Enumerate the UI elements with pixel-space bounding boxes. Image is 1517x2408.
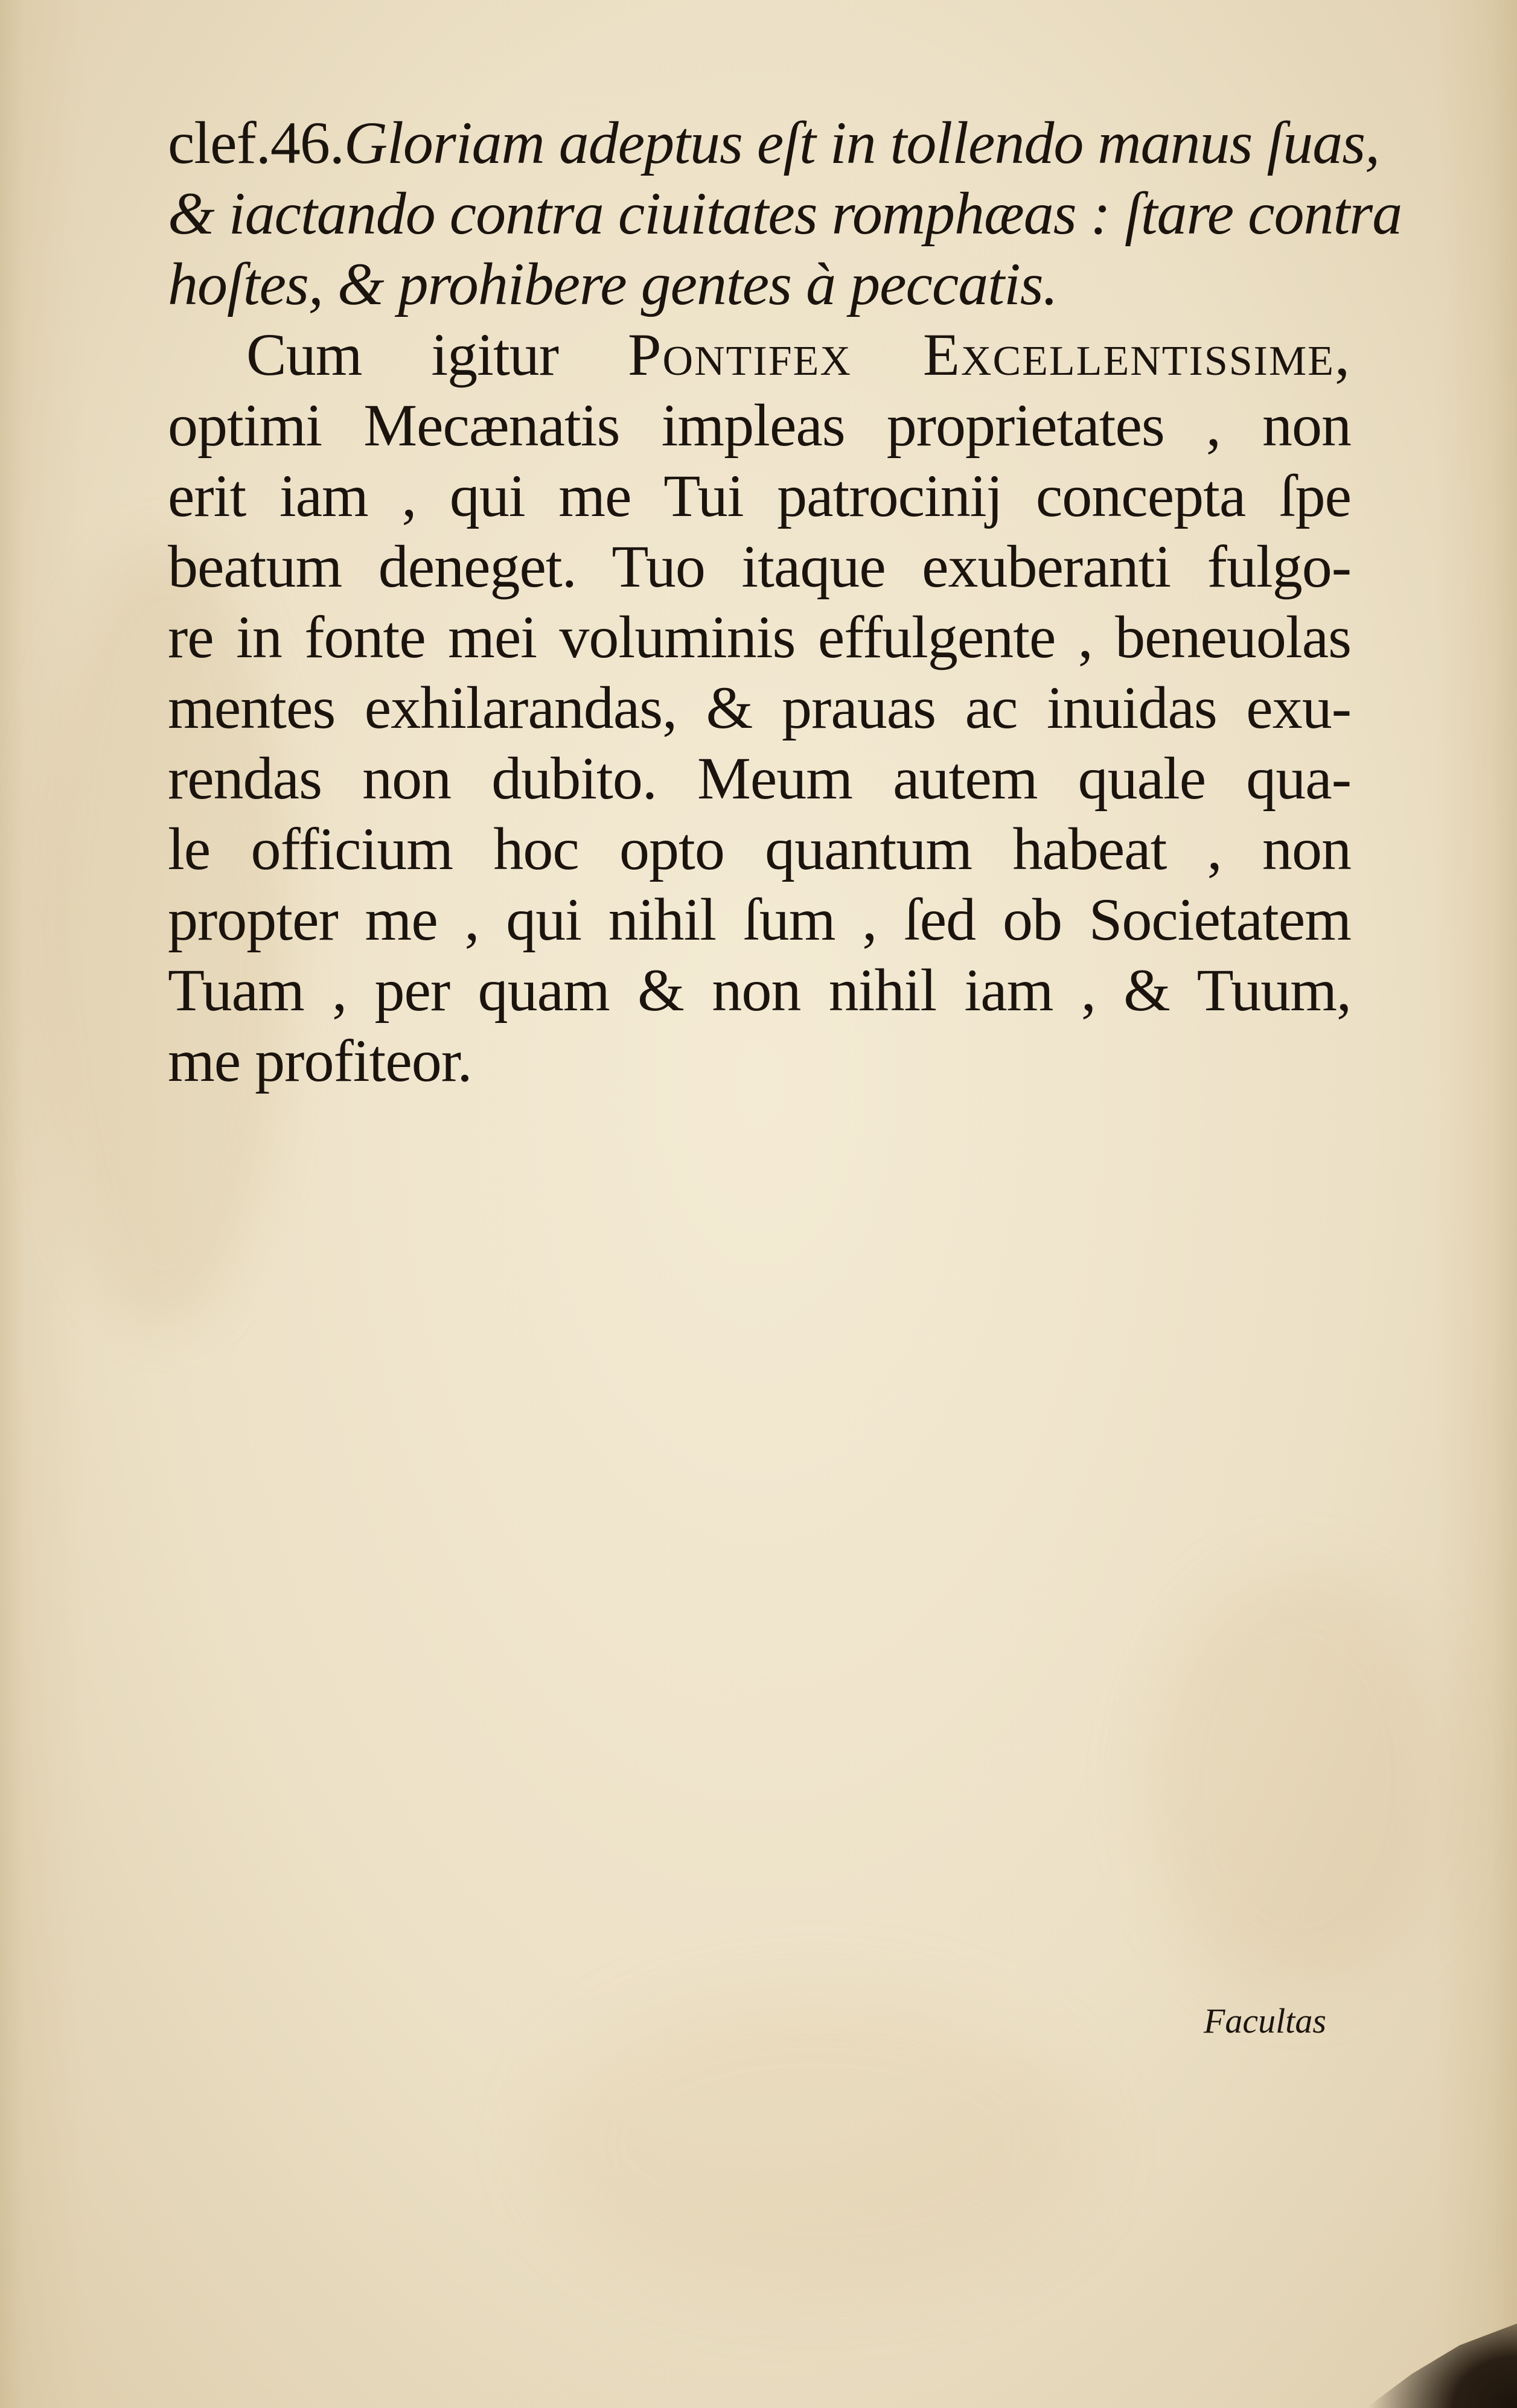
dedication-text [168,107,1402,1096]
text-run: Cum igitur [246,321,628,388]
text-line [168,814,1351,884]
text-line [168,672,1351,743]
text-run: propter me , qui nihil ſum , ſed ob Societatem [168,886,1351,953]
text-line [168,390,1351,460]
text-run: erit iam , qui me Tui patrocinij concepta ſpe [168,462,1351,529]
text-run: clef.46. [168,109,344,176]
text-line [168,107,1380,178]
text-line [168,955,1351,1025]
text-run: & iactando contra ciuitates romphæas : ſtare contra [168,180,1402,247]
text-run: beatum deneget. Tuo itaque exuberanti fulgo- [168,533,1351,600]
text-run: le officium hoc opto quantum habeat , non [168,815,1351,882]
text-run: Tuam , per quam & non nihil iam , & Tuum, [168,957,1351,1024]
text-line [168,178,1402,249]
text-run: hoſtes, & prohibere gentes à peccatis. [168,250,1058,317]
paper-stain [543,1992,1087,2293]
text-run: Pontifex Excellentissime, [627,321,1351,388]
text-line [168,531,1351,602]
text-run: rendas non dubito. Meum autem quale qua- [168,745,1351,812]
text-run: me profiteor. [168,1027,472,1094]
text-line [168,884,1351,955]
text-run: Gloriam adeptus eſt in tollendo manus ſuas, [343,109,1380,176]
text-run: re in fonte mei voluminis effulgente , beneuolas [168,604,1351,670]
text-line [168,743,1351,814]
text-run: mentes exhilarandas, & prauas ac inuidas exu- [168,674,1351,741]
text-line [168,319,1351,390]
text-line [168,1025,1351,1096]
text-line [168,460,1351,531]
paper-stain [1147,1569,1449,1992]
text-line [168,602,1351,672]
text-line [168,249,1351,319]
catchword: Facultas [1204,2001,1326,2040]
text-run: optimi Mecænatis impleas proprietates , non [168,392,1351,459]
dark-corner-shadow [1366,2287,1517,2408]
